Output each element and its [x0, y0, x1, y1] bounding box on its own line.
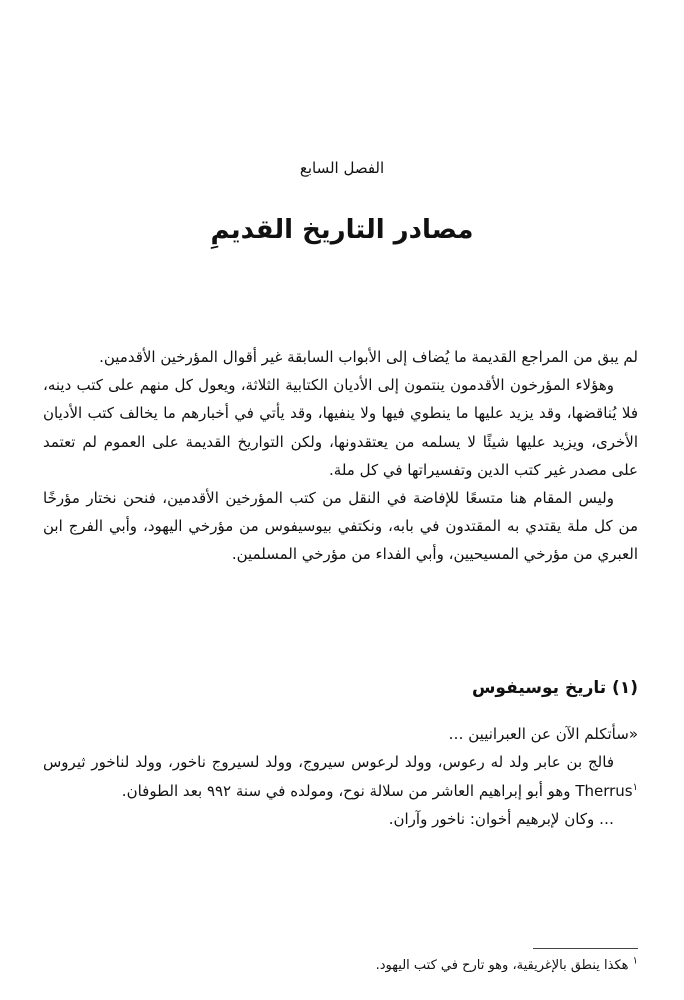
quote-line-1: «سأتكلم الآن عن العبرانيين …: [448, 725, 638, 743]
paragraph-3: وليس المقام هنا متسعًا للإفاضة في النقل من كتب المؤرخين الأقدمين، فنحن نختار مؤرخًا من كل ملة يقتدي به المقتدون في بابه، ونكتفي بيوسيفوس من مؤرخي اليهود، وأبي الفرج ابن العبري من مؤرخي المسيحيين، وأبي الفداء من مؤرخي المسلمين.: [43, 489, 638, 564]
quote-paragraph-2: [43, 748, 638, 805]
footnote-reference[interactable]: ١: [632, 781, 638, 793]
footnote-text: هكذا ينطق بالإغريقية، وهو تارح في كتب اليهود.: [375, 958, 633, 973]
paragraph-2: وهؤلاء المؤرخون الأقدمون ينتمون إلى الأديان الكتابية الثلاثة، ويعول كل منهم على كتب دينه، فلا يُناقضها، وقد يزيد عليها ما ينطوي فيها ولا ينفيها، وقد يأتي في أخبارهم ما يخالف كتب الأديان الأخرى، ويزيد عليها شيئًا لا يسلمه من يعتقدونها، ولكن التواريخ القديمة على العموم لم تعتمد على مصدر غير كتب الدين وتفسيراتها في كل ملة.: [43, 376, 638, 479]
paragraph-1: لم يبق من المراجع القديمة ما يُضاف إلى الأبواب السابقة غير أقوال المؤرخين الأقدمين.: [99, 348, 638, 366]
footnote: [43, 956, 638, 976]
quote-text-b: وهو أبو إبراهيم العاشر من سلالة نوح، ومولده في سنة ٩٩٢ بعد الطوفان.: [121, 781, 576, 800]
section-heading: (١) تاريخ يوسيفوس: [471, 678, 638, 698]
quotation: [43, 720, 638, 834]
chapter-title: مصادر التاريخ القديمِ: [210, 215, 474, 245]
chapter-label: الفصل السابع: [299, 159, 385, 177]
latin-name: Therrus: [575, 781, 633, 800]
quote-line-3: … وكان لإبرهيم أخوان: ناخور وآران.: [388, 810, 614, 829]
footnote-mark: ١: [632, 955, 638, 967]
quote-text-a: فالج بن عابر ولد له رعوس، وولد لرعوس سيروج، وولد لسيروج ناخور، وولد لناخور ثيروس: [43, 753, 614, 772]
footnote-divider: [533, 948, 638, 949]
intro-text: [43, 343, 638, 569]
